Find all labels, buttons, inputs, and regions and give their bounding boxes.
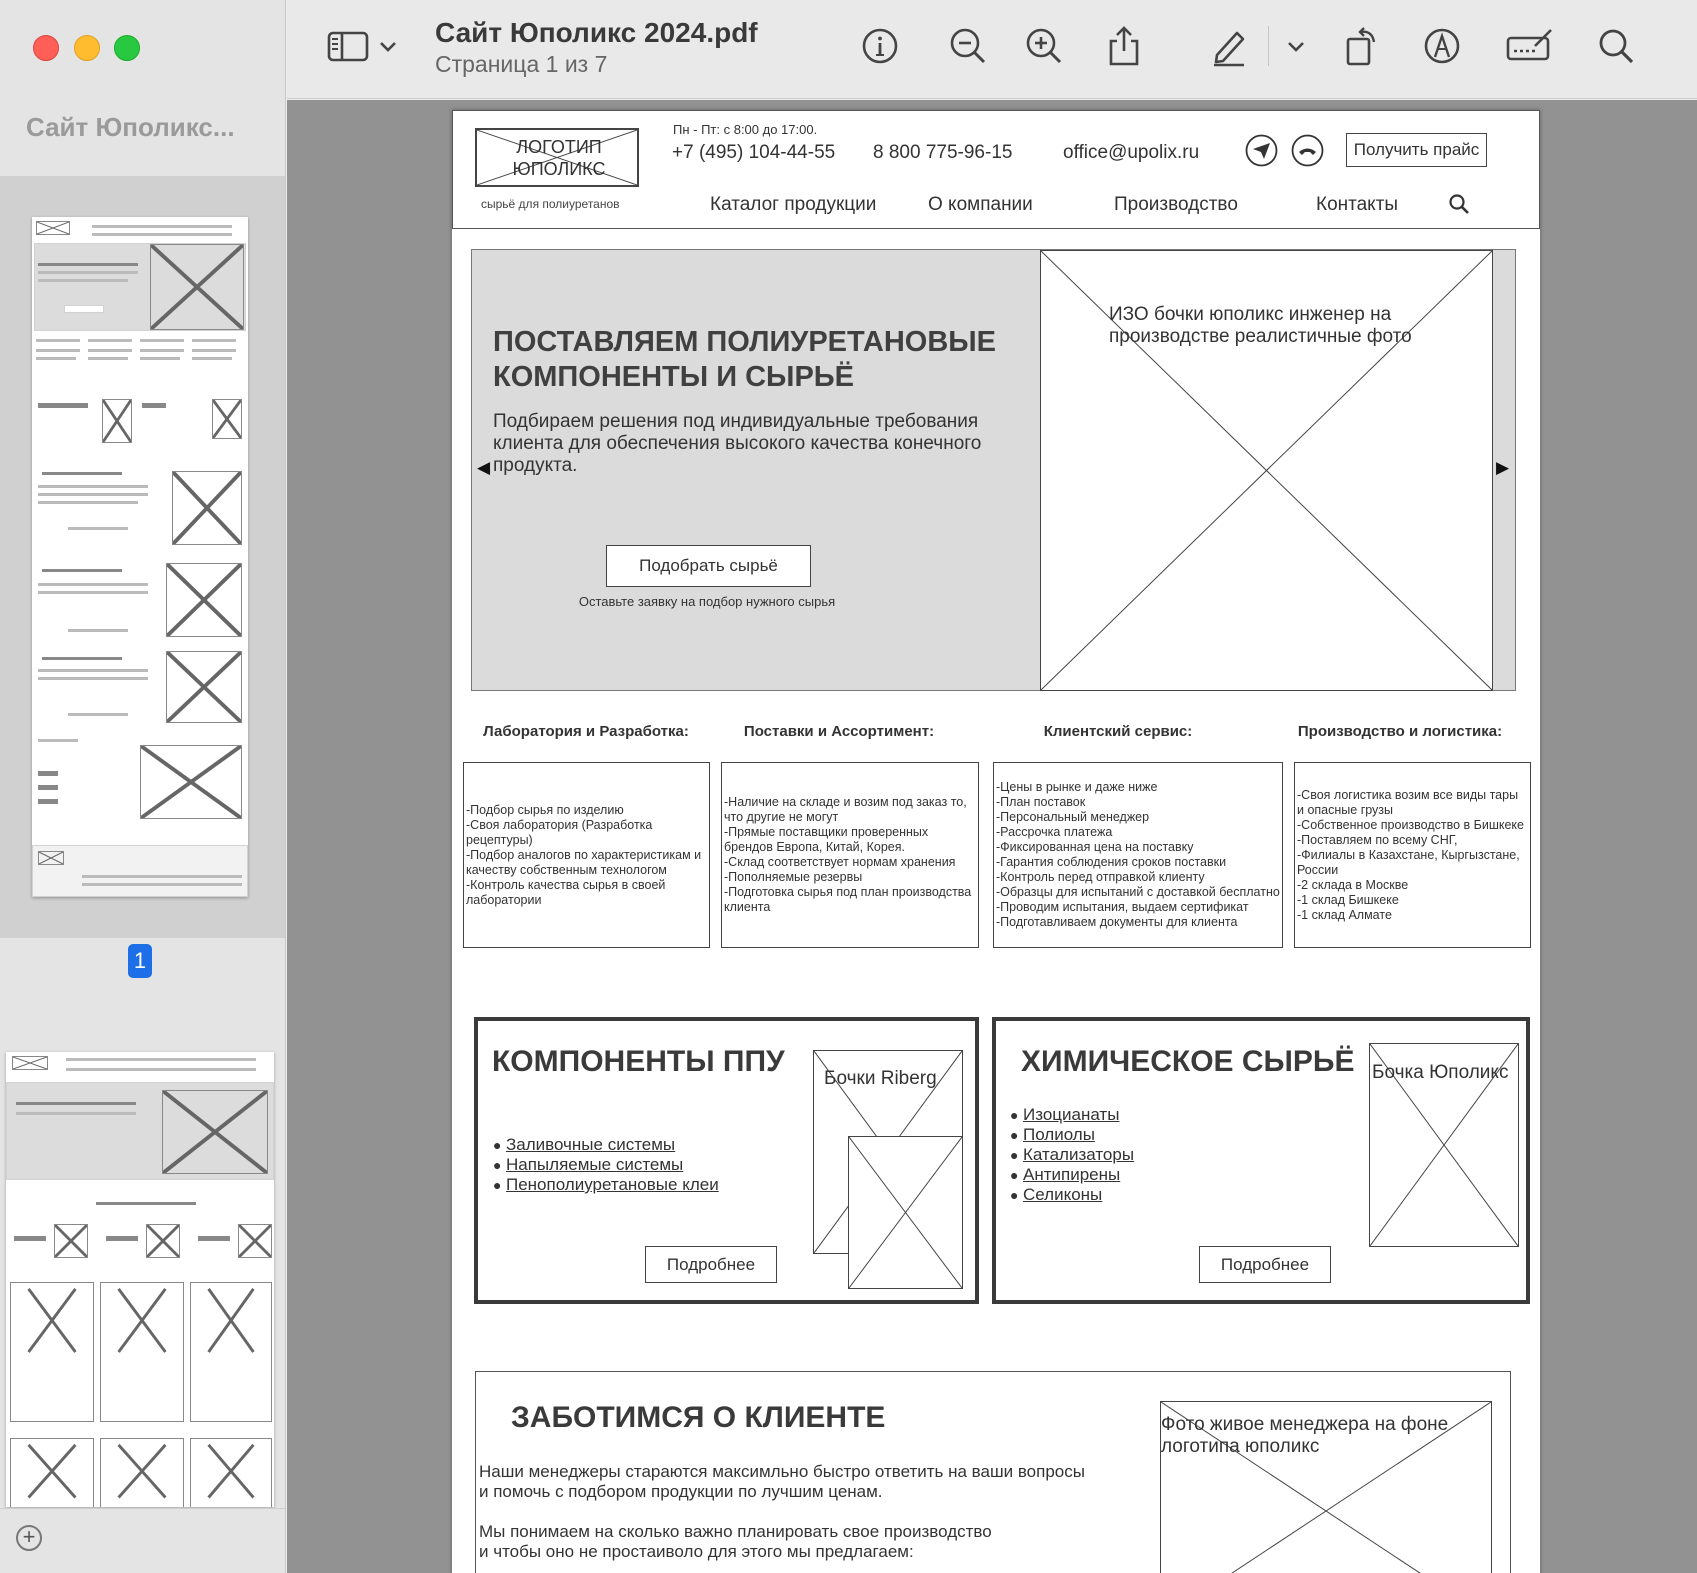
- pdf-page: [452, 110, 1540, 1573]
- thumbnail-footer-logo: [38, 851, 64, 865]
- toolbar: [287, 0, 1697, 99]
- list-item: -Цены в рынке и даже ниже: [996, 780, 1158, 794]
- sidebar-toggle-icon[interactable]: [326, 24, 370, 68]
- category-link[interactable]: ● Напыляемые системы: [493, 1155, 684, 1174]
- category-link[interactable]: ● Селиконы: [1010, 1185, 1103, 1204]
- more-button[interactable]: Подробнее: [1199, 1246, 1331, 1283]
- thumbnail-cat-image-2: [212, 399, 242, 439]
- nav-production[interactable]: Производство: [1114, 194, 1238, 215]
- category-title: ХИМИЧЕСКОЕ СЫРЬЁ: [1021, 1045, 1355, 1078]
- list-item: -2 склада в Москве: [1297, 877, 1409, 892]
- list-item: -Наличие на складе и возим под заказ то, что другие не могут: [724, 795, 967, 824]
- list-item: -Пополняемые резервы: [724, 870, 863, 884]
- get-price-button[interactable]: Получить прайс: [1346, 133, 1487, 167]
- category-link[interactable]: ● Полиолы: [1010, 1125, 1095, 1144]
- signature-icon[interactable]: [1505, 24, 1555, 68]
- site-header: [452, 110, 1540, 229]
- thumbnail-2-img-c: [238, 1224, 272, 1258]
- feature-title-supply: Поставки и Ассортимент:: [743, 723, 935, 740]
- page-thumbnail-1[interactable]: [32, 217, 248, 897]
- list-item: -1 склад Бишкеке: [1297, 892, 1399, 907]
- thumbnail-2-img-a: [54, 1224, 88, 1258]
- feature-list-logistics: [1294, 762, 1531, 948]
- hero-image-placeholder: [1040, 250, 1493, 691]
- list-item: -Прямые поставщики проверенных брендов Европа, Китай, Корея.: [724, 825, 929, 854]
- thumbnail-2-card-6: [190, 1438, 272, 1507]
- maximize-window-button[interactable]: [114, 35, 140, 61]
- email-link[interactable]: office@upolix.ru: [1063, 142, 1200, 163]
- phone-call-icon[interactable]: [1291, 134, 1324, 167]
- thumbnail-logo-placeholder: [36, 221, 70, 235]
- list-item: -Образцы для испытаний с доставкой бесплатно: [996, 885, 1280, 899]
- minimize-window-button[interactable]: [74, 35, 100, 61]
- care-paragraph-1-line-2: и помочь с подбором продукции по лучшим ценам.: [479, 1482, 883, 1501]
- list-item: -План поставок: [996, 795, 1086, 809]
- info-icon[interactable]: [858, 24, 902, 68]
- thumbnail-sidebar: [0, 0, 286, 1573]
- feature-title-service: Клиентский сервис:: [1043, 723, 1193, 740]
- add-page-icon[interactable]: +: [16, 1525, 42, 1551]
- site-search-icon[interactable]: [1448, 193, 1470, 215]
- telegram-icon[interactable]: [1245, 134, 1278, 167]
- customer-care-section: [475, 1371, 1511, 1573]
- care-paragraph-2-line-2: и чтобы оно не простаиволо для этого мы предлагаем:: [479, 1542, 914, 1561]
- hero-title: ПОСТАВЛЯЕМ ПОЛИУРЕТАНОВЫЕ КОМПОНЕНТЫ И СЫРЬЁ: [493, 326, 997, 393]
- list-item: -Собственное производство в Бишкеке: [1297, 817, 1524, 832]
- care-paragraph-1-line-1: Наши менеджеры стараются максимльно быстро ответить на ваши вопросы: [479, 1462, 1085, 1481]
- more-button[interactable]: Подробнее: [645, 1246, 777, 1283]
- list-item: -Контроль качества сырья в своей лаборатории: [466, 877, 666, 907]
- list-item: -Фиксированная цена на поставку: [996, 840, 1194, 854]
- category-card-chemicals: [992, 1017, 1530, 1304]
- close-window-button[interactable]: [33, 35, 59, 61]
- list-item: -Поставляем по всему СНГ,: [1297, 832, 1458, 847]
- hero-text: Подбираем решения под индивидуальные требования клиента для обеспечения высокого качества конечного продукта.: [493, 411, 982, 476]
- list-item: -Склад соответствует нормам хранения: [724, 855, 956, 869]
- search-icon[interactable]: [1594, 24, 1638, 68]
- thumbnail-2-card-3: [190, 1282, 272, 1422]
- markup-pen-icon[interactable]: [1207, 24, 1251, 68]
- markup-chevron-down-icon[interactable]: [1284, 24, 1308, 68]
- list-item: -Подготовка сырья под план производства клиента: [724, 885, 972, 914]
- care-paragraph-2-line-1: Мы понимаем на сколько важно планировать свое производство: [479, 1522, 992, 1541]
- thumbnail-image-3: [172, 471, 242, 545]
- zoom-in-icon[interactable]: [1022, 24, 1066, 68]
- list-item: -Проводим испытания, выдаем сертификат: [996, 900, 1249, 914]
- nav-contacts[interactable]: Контакты: [1316, 194, 1399, 215]
- category-image: [1369, 1043, 1519, 1247]
- sidebar-bottom-bar: [0, 1508, 285, 1573]
- list-item: -Подбор аналогов по характеристикам и качеству собственным технологом: [466, 847, 702, 877]
- nav-catalog[interactable]: Каталог продукции: [710, 194, 877, 215]
- category-link[interactable]: ● Заливочные системы: [493, 1135, 676, 1154]
- hero-next-arrow[interactable]: ▶: [1496, 458, 1510, 477]
- manager-photo-caption: Фото живое менеджера на фоне логотипа юполикс: [1161, 1414, 1449, 1457]
- hero-prev-arrow[interactable]: ◀: [477, 458, 491, 477]
- thumbnail-2-card-2: [100, 1282, 184, 1422]
- list-item: -Контроль перед отправкой клиенту: [996, 870, 1205, 884]
- category-card-ppu: [474, 1017, 979, 1304]
- category-link[interactable]: ● Пенополиуретановые клеи: [493, 1175, 719, 1194]
- thumbnail-2-card-4: [10, 1438, 94, 1507]
- list-item: -Своя лаборатория (Разработка рецептуры): [466, 817, 653, 847]
- logo-text: ЛОГОТИП ЮПОЛИКС: [512, 137, 606, 179]
- list-item: -Персональный менеджер: [996, 810, 1150, 824]
- thumbnail-hero-image: [150, 244, 244, 330]
- category-title: КОМПОНЕНТЫ ППУ: [492, 1045, 785, 1078]
- feature-title-logistics: Производство и логистика:: [1297, 723, 1503, 740]
- thumbnail-2-card-1: [10, 1282, 94, 1422]
- category-link[interactable]: ● Катализаторы: [1010, 1145, 1135, 1164]
- category-links: [493, 1135, 719, 1195]
- nav-about[interactable]: О компании: [928, 194, 1033, 215]
- document-title: Сайт Юполикс 2024.pdf: [435, 17, 758, 48]
- category-image-caption: Бочка Юполикс: [1372, 1062, 1509, 1083]
- thumbnail-2-card-5: [100, 1438, 184, 1507]
- list-item: -Подготавливаем документы для клиента: [996, 915, 1238, 929]
- thumbnail-2-logo: [12, 1056, 48, 1070]
- list-item: -Гарантия соблюдения сроков поставки: [996, 855, 1227, 869]
- category-image-front: [848, 1136, 963, 1289]
- rotate-icon[interactable]: [1341, 24, 1385, 68]
- feature-list-service: [993, 762, 1283, 948]
- feature-title-lab: Лаборатория и Разработка:: [483, 723, 689, 740]
- page-number-badge: 1: [128, 944, 152, 978]
- thumbnail-2-img-b: [146, 1224, 180, 1258]
- page-thumbnail-2[interactable]: [6, 1052, 274, 1507]
- thumbnail-cat-image-1: [102, 399, 132, 443]
- page-indicator: Страница 1 из 7: [435, 51, 608, 77]
- phone-link-1[interactable]: +7 (495) 104-44-55: [672, 142, 836, 163]
- hero-banner: [471, 249, 1516, 691]
- category-links: [1010, 1105, 1134, 1205]
- share-icon[interactable]: [1102, 24, 1146, 68]
- list-item: -Своя логистика возим все виды тары и опасные грузы: [1297, 787, 1519, 817]
- category-image-caption: Бочки Riberg: [824, 1068, 937, 1089]
- list-item: -Подбор сырья по изделию: [466, 802, 624, 817]
- thumbnail-image-5: [166, 651, 242, 723]
- list-item: -Рассрочка платежа: [996, 825, 1113, 839]
- phone-link-2[interactable]: 8 800 775-96-15: [873, 142, 1013, 163]
- pick-materials-button[interactable]: Подобрать сырьё: [606, 545, 811, 587]
- working-hours: Пн - Пт: с 8:00 до 17:00.: [673, 122, 818, 137]
- manager-photo-placeholder: [1160, 1401, 1492, 1573]
- category-link[interactable]: ● Антипирены: [1010, 1165, 1121, 1184]
- thumbnail-2-hero-image: [162, 1090, 268, 1174]
- thumbnail-image-4: [166, 563, 242, 637]
- logo-caption: сырьё для полиуретанов: [481, 197, 620, 211]
- care-title: ЗАБОТИМСЯ О КЛИЕНТЕ: [511, 1401, 886, 1434]
- annotate-icon[interactable]: [1420, 24, 1464, 68]
- sidebar-document-title: Сайт Юполикс...: [26, 112, 235, 142]
- document-viewer[interactable]: [287, 100, 1697, 1573]
- hero-hint: Оставьте заявку на подбор нужного сырья: [578, 594, 836, 609]
- hero-image-caption: ИЗО бочки юполикс инженер на производстве реалистичные фото: [1109, 304, 1412, 347]
- toolbar-separator: [1268, 26, 1269, 66]
- list-item: -Филиалы в Казахстане, Кыргызстане, России: [1297, 847, 1520, 877]
- zoom-out-icon[interactable]: [946, 24, 990, 68]
- chevron-down-icon[interactable]: [377, 24, 399, 68]
- list-item: -1 склад Алмате: [1297, 907, 1392, 922]
- thumbnail-image-6: [140, 745, 242, 819]
- category-link[interactable]: ● Изоцианаты: [1010, 1105, 1120, 1124]
- feature-list-supply: [721, 762, 979, 948]
- logo-placeholder: [475, 128, 639, 187]
- feature-list-lab: [463, 762, 710, 948]
